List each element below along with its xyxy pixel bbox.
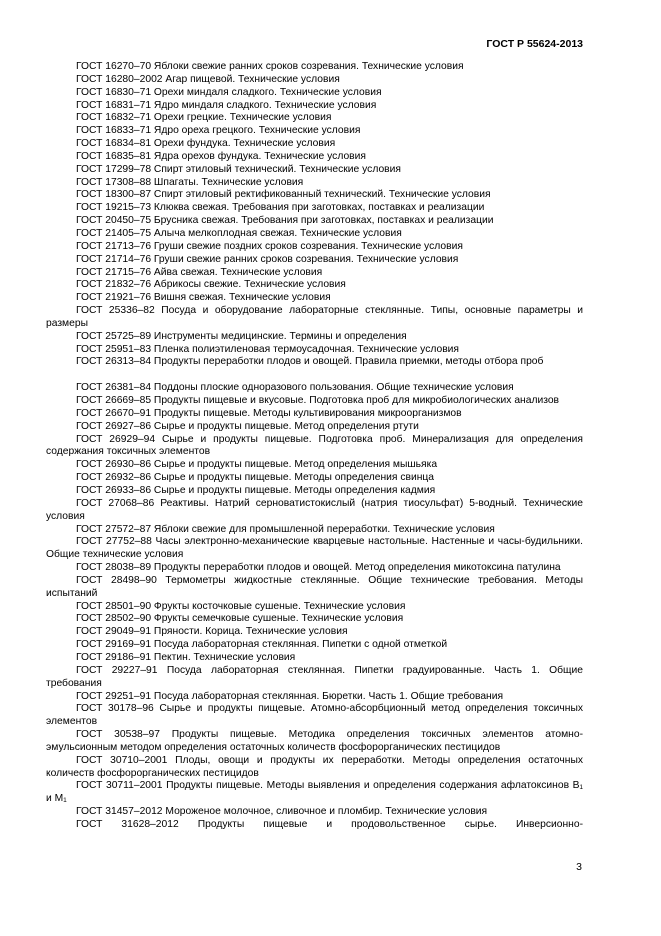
list-item: ГОСТ 21714–76 Груши свежие ранних сроков созревания. Технические условия [76,253,459,265]
list-item: ГОСТ 21405–75 Алыча мелкоплодная свежая. Технические условия [76,227,402,239]
normative-references-list [46,61,583,832]
list-item: ГОСТ 21921–76 Вишня свежая. Технические условия [76,292,331,304]
list-item: ГОСТ 16830–71 Орехи миндаля сладкого. Технические условия [76,86,382,98]
list-item: ГОСТ 18300–87 Спирт этиловый ректификованный технический. Технические условия [76,189,491,201]
list-item: ГОСТ 28498–90 Термометры жидкостные стеклянные. Общие технические требования. Методы испытаний [46,574,583,599]
document-id-header: ГОСТ Р 55624-2013 [486,38,583,50]
list-item: ГОСТ 21832–76 Абрикосы свежие. Технические условия [76,279,346,291]
list-item: ГОСТ 21715–76 Айва свежая. Технические условия [76,266,323,278]
list-item: ГОСТ 26930–86 Сырье и продукты пищевые. Метод определения мышьяка [76,459,438,471]
list-item: ГОСТ 25725–89 Инструменты медицинские. Термины и определения [76,330,407,342]
list-item: ГОСТ 30711–2001 Продукты пищевые. Методы выявления и определения содержания афлатоксинов B₁ и M₁ [46,780,583,805]
list-item: ГОСТ 27752–88 Часы электронно-механические кварцевые настольные. Настенные и часы-будильники. Общие технические условия [46,536,583,561]
list-item: ГОСТ 17308–88 Шпагаты. Технические условия [76,176,304,188]
list-item: ГОСТ 16834–81 Орехи фундука. Технические условия [76,138,336,150]
list-item: ГОСТ 31457–2012 Мороженое молочное, сливочное и пломбир. Технические условия [76,806,488,818]
list-item: ГОСТ 30538–97 Продукты пищевые. Методика определения токсичных элементов атомно-эмульсионным методом определения остаточных количеств фосфорорганических пестицидов [46,729,583,753]
list-item: ГОСТ 29227–91 Посуда лабораторная стеклянная. Пипетки градуированные. Часть 1. Общие требования [46,664,583,689]
list-item: ГОСТ 16833–71 Ядро ореха грецкого. Технические условия [76,125,361,137]
list-item: ГОСТ 26670–91 Продукты пищевые. Методы культивирования микроорганизмов [76,407,462,419]
list-item: ГОСТ 16270–70 Яблоки свежие ранних сроков созревания. Технические условия [76,61,464,72]
page-number: 3 [576,861,582,873]
list-item: ГОСТ 20450–75 Брусника свежая. Требования при заготовках, поставках и реализации [76,215,494,227]
list-item: ГОСТ 16835–81 Ядра орехов фундука. Технические условия [76,150,366,162]
list-item: ГОСТ 26933–86 Сырье и продукты пищевые. Методы определения кадмия [76,485,436,496]
list-item: ГОСТ 26381–84 Поддоны плоские одноразового пользования. Общие технические условия [76,382,514,394]
list-item: ГОСТ 27068–86 Реактивы. Натрий серноватистокислый (натрия тиосульфат) 5-водный. Технические условия [46,497,583,522]
list-item: ГОСТ 30178–96 Сырье и продукты пищевые. Атомно-абсорбционный метод определения токсичных элементов [46,703,583,728]
list-item: ГОСТ 26932–86 Сырье и продукты пищевые. Методы определения свинца [76,472,435,484]
list-item: ГОСТ 19215–73 Клюква свежая. Требования при заготовках, поставках и реализации [76,202,485,214]
list-item: ГОСТ 16280–2002 Агар пищевой. Технические условия [76,73,340,85]
list-item: ГОСТ 28038–89 Продукты переработки плодов и овощей. Метод определения микотоксина патулина [76,562,561,574]
list-item: ГОСТ 16832–71 Орехи грецкие. Технические условия [76,112,332,124]
list-item: ГОСТ 29169–91 Посуда лабораторная стеклянная. Пипетки с одной отметкой [76,639,448,651]
list-item: ГОСТ 26929–94 Сырье и продукты пищевые. Подготовка проб. Минерализация для определения содержания токсичных элементов [46,433,583,458]
list-item: ГОСТ 28502–90 Фрукты семечковые сушеные. Технические условия [76,613,404,625]
list-item: ГОСТ 27572–87 Яблоки свежие для промышленной переработки. Технические условия [76,523,495,535]
list-item: ГОСТ 16831–71 Ядро миндаля сладкого. Технические условия [76,99,377,111]
list-item: ГОСТ 31628–2012 Продукты пищевые и продовольственное сырье. Инверсионно- [76,818,583,830]
list-item: ГОСТ 25951–83 Пленка полиэтиленовая термоусадочная. Технические условия [76,343,460,355]
list-item: ГОСТ 29186–91 Пектин. Технические условия [76,651,296,663]
list-item: ГОСТ 28501–90 Фрукты косточковые сушеные. Технические условия [76,600,406,612]
list-item: ГОСТ 30710–2001 Плоды, овощи и продукты их переработки. Методы определения остаточных количеств фосфорорганических пестицидов [46,754,583,779]
list-item: ГОСТ 29049–91 Пряности. Корица. Технические условия [76,626,348,638]
list-item: ГОСТ 21713–76 Груши свежие поздних сроков созревания. Технические условия [76,240,463,252]
list-item: ГОСТ 17299–78 Спирт этиловый технический. Технические условия [76,163,401,175]
list-item: ГОСТ 25336–82 Посуда и оборудование лабораторные стеклянные. Типы, основные параметры и размеры [46,305,583,329]
list-item: ГОСТ 26927–86 Сырье и продукты пищевые. Метод определения ртути [76,420,419,432]
list-item: ГОСТ 29251–91 Посуда лабораторная стеклянная. Бюретки. Часть 1. Общие требования [76,690,504,702]
list-item: ГОСТ 26669–85 Продукты пищевые и вкусовые. Подготовка проб для микробиологических анализов [76,395,560,407]
list-item: ГОСТ 26313–84 Продукты переработки плодов и овощей. Правила приемки, методы отбора проб [76,356,544,368]
